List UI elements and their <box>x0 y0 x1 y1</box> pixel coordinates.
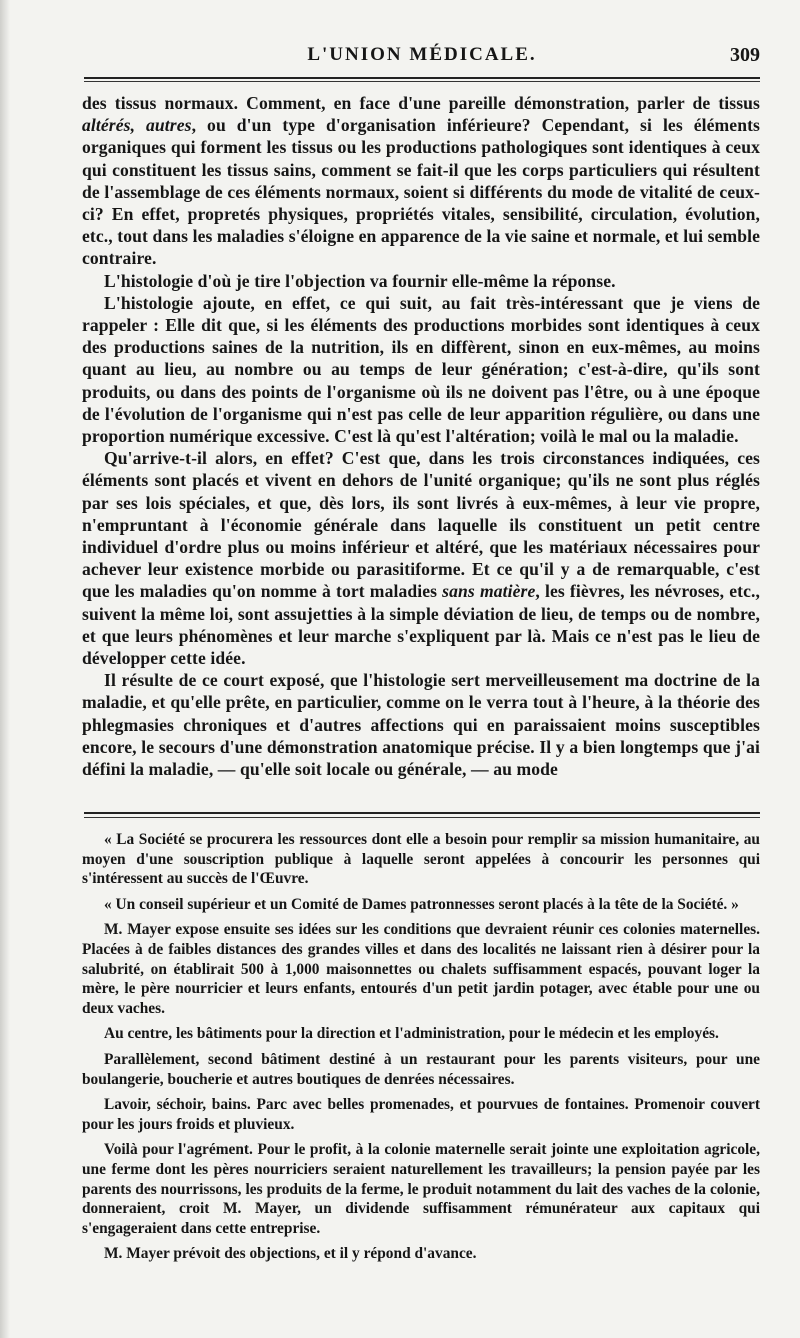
feuilleton-paragraph: M. Mayer expose ensuite ses idées sur les conditions que devraient réunir ces colonies maternelles. Placées à de faibles distances des grandes villes et dans des localités ne laissant rien à désirer pour la salubrité, on établirait 500 à 1,000 maisonnettes ou chalets suffisamment espacés, pouvant loger la mère, le père nourricier et leurs enfants, entourés d'un petit jardin potager, avec étable pour une ou deux vaches. <box>82 921 760 1017</box>
page-number: 309 <box>730 44 760 66</box>
paragraph-text: des tissus normaux. Comment, en face d'une pareille démonstration, parler de tissus <box>82 93 760 113</box>
feuilleton-paragraph: « Un conseil supérieur et un Comité de Dames patronnesses seront placés à la tête de la Société. » <box>104 895 739 913</box>
article-paragraph: L'histologie ajoute, en effet, ce qui suit, au fait très-intéressant que je viens de rappeler : Elle dit que, si les éléments des productions morbides sont identiques à ceux des productions saines de la nutrition, ils en diffèrent, sinon en eux-mêmes, au moins quant au lieu, au nombre ou au temps de leur génération; c'est-à-dire, qu'ils sont produits, ou dans des points de l'organisme où ils ne doivent pas l'être, ou à une époque de l'évolution de l'organisme qui n'est pas celle de leur apparition régulière, ou dans une proportion numérique excessive. C'est là qu'est l'altération; voilà le mal ou la maladie. <box>82 292 760 447</box>
paragraph-emphasis: altérés, autres <box>82 115 192 136</box>
feuilleton-rule <box>84 812 760 814</box>
paragraph-emphasis: sans matière <box>442 581 536 602</box>
page-gutter-shadow <box>0 0 10 1338</box>
article-paragraph: L'histologie d'où je tire l'objection va fournir elle-même la réponse. <box>104 270 616 291</box>
paragraph-text: , ou d'un type d'organisation inférieure? Cependant, si les éléments organiques qui forment les tissus ou les productions pathologiques sont identiques à ceux qui constituent les tissus sains, comment se fait-il que les corps particuliers qui résultent de l'assemblage de ces éléments normaux, soient si différents du mode de vitalité de ceux-ci? En effet, propretés physiques, propriétés vitales, sensibilité, circulation, évolution, etc., tout dans les maladies s'éloigne en apparence de la vie saine et normale, et lui semble contraire. <box>82 115 760 269</box>
feuilleton-paragraph: Parallèlement, second bâtiment destiné à un restaurant pour les parents visiteurs, pour une boulangerie, boucherie et autres boutiques de denrées nécessaires. <box>82 1050 760 1088</box>
feuilleton-paragraph: Lavoir, séchoir, bains. Parc avec belles promenades, et pourvues de fontaines. Promenoir couvert pour les jours froids et pluvieux. <box>82 1096 760 1133</box>
header-rule <box>84 77 760 79</box>
feuilleton-rule-thin <box>84 817 760 818</box>
paragraph-text: , les fièvres, les névroses, etc., suivent la même loi, sont assujetties à la simple déviation de lieu, de temps ou de nombre, et que leurs phénomènes et leur marche s'expliquent par là. Mais ce n'est pas le lieu de développer cette idée. <box>82 581 760 669</box>
article-paragraph <box>82 447 760 669</box>
feuilleton-paragraph: M. Mayer prévoit des objections, et il y répond d'avance. <box>104 1245 477 1263</box>
feuilleton-body <box>82 830 760 1264</box>
feuilleton-paragraph: Au centre, les bâtiments pour la direction et l'administration, pour le médecin et les employés. <box>104 1025 719 1043</box>
feuilleton-paragraph: Voilà pour l'agrément. Pour le profit, à la colonie maternelle serait jointe une exploitation agricole, une ferme dont les pères nourriciers seraient naturellement les travailleurs; la pension payée par les parents des nourrissons, les produits de la ferme, le produit notamment du lait des vaches de la colonie, donneraient, croit M. Mayer, un dividende suffisamment rémunérateur aux capitaux qui s'engageraient dans cette entreprise. <box>82 1141 760 1237</box>
article-paragraph <box>82 92 760 270</box>
article-paragraph: Il résulte de ce court exposé, que l'histologie sert merveilleusement ma doctrine de la maladie, et qu'elle prête, en particulier, comme on le verra tout à l'heure, à la théorie des phlegmasies chroniques et d'autres affections qui en paraissaient moins susceptibles encore, le secours d'une démonstration anatomique précise. Il y a bien longtemps que j'ai défini la maladie, — qu'elle soit locale ou générale, — au mode <box>82 670 760 780</box>
running-head <box>84 44 760 74</box>
feuilleton-paragraph: « La Société se procurera les ressources dont elle a besoin pour remplir sa mission humanitaire, au moyen d'une souscription publique à laquelle seront appelées à concourir les personnes qui s'intéressent au succès de l'Œuvre. <box>82 831 760 888</box>
running-title: L'UNION MÉDICALE. <box>307 44 537 65</box>
paragraph-text: Qu'arrive-t-il alors, en effet? C'est que, dans les trois circonstances indiquées, ces éléments sont placés et vivent en dehors de l'unité organique; qu'ils ne sont plus réglés par ses lois spéciales, et que, dès lors, ils sont livrés à eux-mêmes, à leur vie propre, n'empruntant à l'économie générale dans laquelle ils constituent un petit centre individuel d'ordre plus ou moins inférieur et altéré, que les matériaux nécessaires pour achever leur existence morbide ou parasitiforme. Et ce qu'il y a de remarquable, c'est que les maladies qu'on nomme à tort maladies <box>82 448 760 602</box>
header-rule-thin <box>84 81 760 82</box>
article-body <box>82 92 760 780</box>
